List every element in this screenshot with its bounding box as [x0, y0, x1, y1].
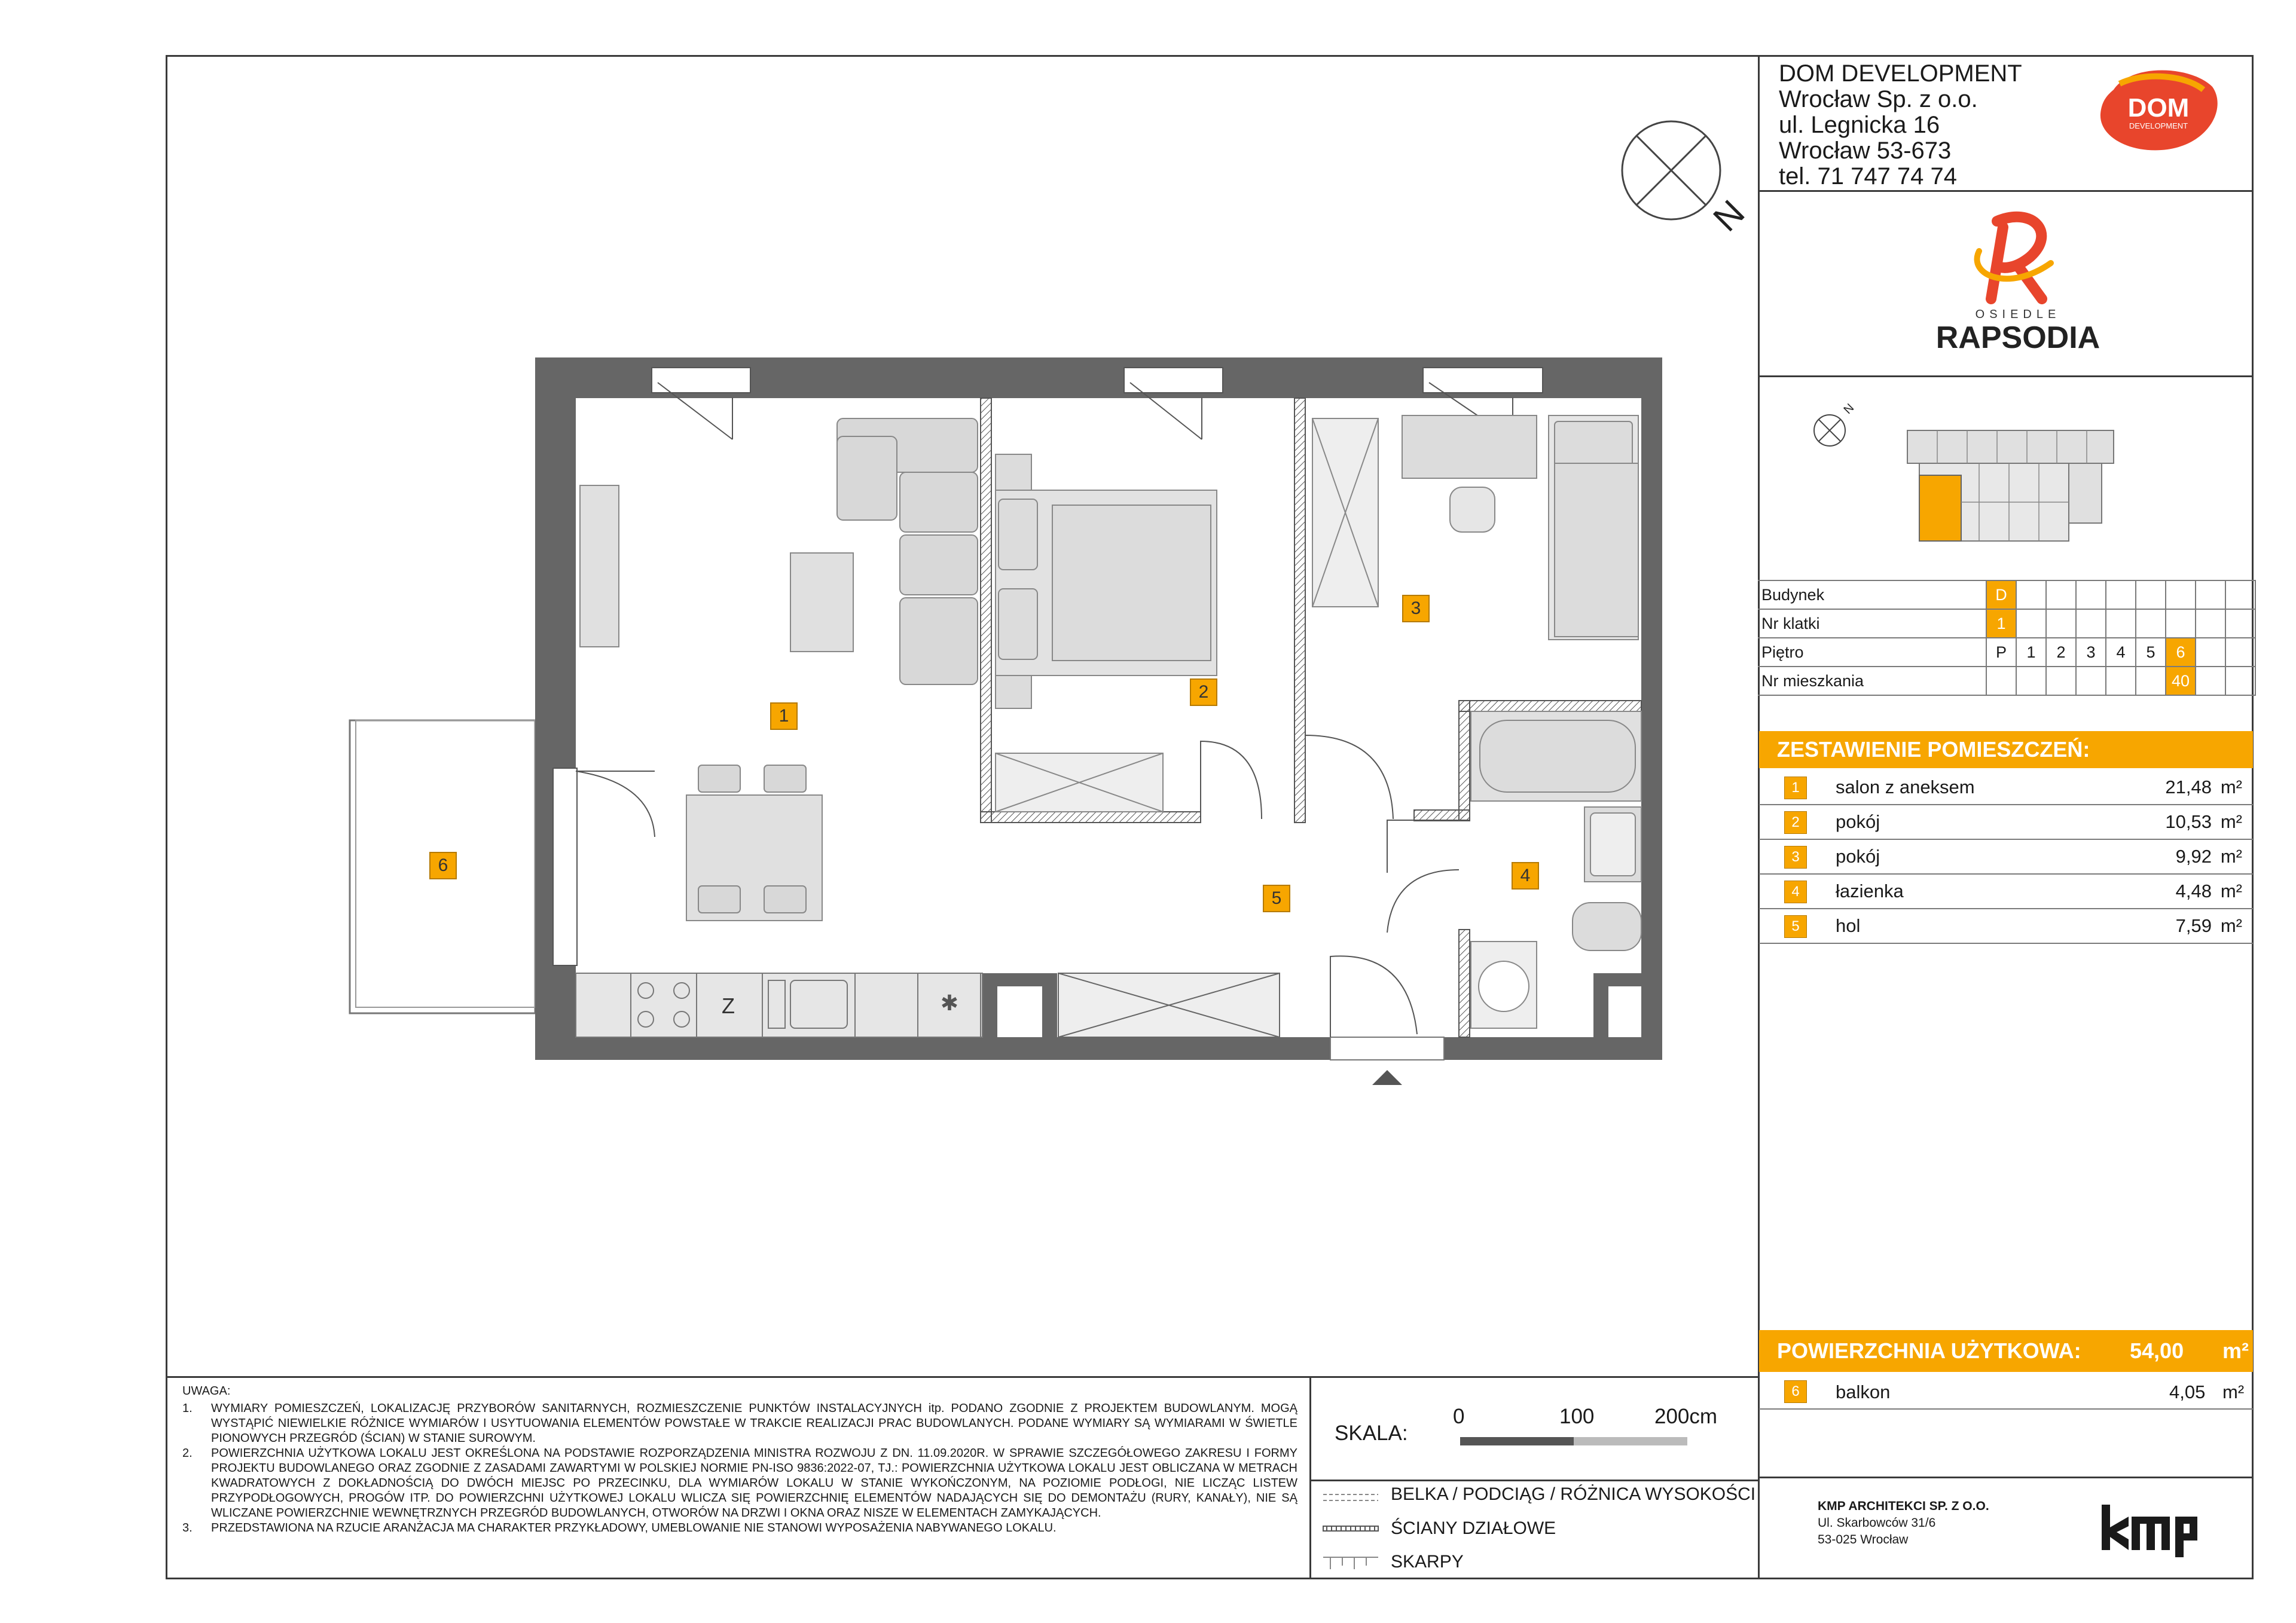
info-cell: [2225, 609, 2255, 638]
note-number: 1.: [182, 1402, 193, 1415]
balcony-num: 6: [1784, 1380, 1807, 1403]
info-cell: [2046, 580, 2076, 609]
info-cell: [2136, 609, 2166, 638]
legend-item-slopes: SKARPY: [1391, 1552, 1464, 1572]
info-cell: [2136, 580, 2166, 609]
architect-info: [1818, 1498, 1989, 1548]
info-cell: [2166, 580, 2196, 609]
room-row: [1759, 909, 2253, 943]
info-row: [1758, 580, 2255, 609]
company-name: DOM DEVELOPMENT: [1779, 60, 2022, 87]
notes-section: [182, 1384, 1297, 1536]
info-cell: D: [1986, 580, 2016, 609]
info-cell: [2225, 667, 2255, 695]
room-name: hol: [1836, 909, 2128, 943]
note-number: 2.: [182, 1447, 193, 1460]
info-cell: [2016, 667, 2046, 695]
info-cell: [2106, 667, 2136, 695]
scale-tick-200: 200cm: [1654, 1405, 1718, 1428]
kmp-logo: [2099, 1503, 2200, 1557]
svg-text:N: N: [1841, 401, 1857, 417]
rooms-table: [1759, 771, 2253, 944]
total-area-label: POWIERZCHNIA UŻYTKOWA:: [1777, 1338, 2081, 1363]
room-unit: m²: [2212, 805, 2253, 839]
plan-label-1: 1: [770, 702, 798, 730]
room-area: 7,59: [2128, 909, 2212, 943]
divider-notes: [1309, 1376, 1311, 1579]
info-row: [1758, 667, 2255, 695]
note-item: [182, 1521, 1297, 1536]
north-label: N: [1705, 192, 1752, 239]
divider-architect: [1758, 1477, 2253, 1478]
info-cell: [2106, 580, 2136, 609]
kitchen-counter: [576, 973, 982, 1037]
room-name: łazienka: [1836, 874, 2128, 909]
room-unit: m²: [2212, 839, 2253, 874]
room-num: 4: [1784, 881, 1807, 903]
company-info: [1779, 61, 2022, 189]
note-text: PRZEDSTAWIONA NA RZUCIE ARANŻACJA MA CHARAKTER PRZYKŁADOWY, UMEBLOWANIE NIE STANOWI WYPOSAŻENIA NABYWANEGO LOKALU.: [211, 1521, 1057, 1535]
balcony-area: 4,05: [2169, 1381, 2206, 1402]
plan-label-4: 4: [1512, 862, 1539, 890]
plan-label-6: 6: [429, 852, 457, 879]
info-cell: 40: [2166, 667, 2196, 695]
rapsodia-logo: [1913, 209, 2123, 356]
legend-symbols: [1318, 1486, 1381, 1575]
scale-segment-light: [1574, 1437, 1687, 1445]
info-cell: [2196, 638, 2225, 667]
room-unit: m²: [2212, 771, 2253, 805]
info-row-label: Nr klatki: [1758, 609, 1986, 638]
divider-logo: [1758, 375, 2253, 377]
info-row-label: Nr mieszkania: [1758, 667, 1986, 695]
info-cell: 6: [2166, 638, 2196, 667]
rapsodia-name: RAPSODIA: [1935, 320, 2100, 355]
info-cell: [2196, 580, 2225, 609]
room-row: [1759, 805, 2253, 839]
info-cell: 5: [2136, 638, 2166, 667]
legend-item-partition-walls: ŚCIANY DZIAŁOWE: [1391, 1518, 1556, 1538]
info-cell: [2225, 580, 2255, 609]
architect-name: KMP ARCHITEKCI SP. Z O.O.: [1818, 1499, 1989, 1513]
info-cell: [2016, 609, 2046, 638]
room-unit: m²: [2212, 874, 2253, 909]
info-cell: [2225, 638, 2255, 667]
room-area: 21,48: [2128, 771, 2212, 805]
room-name: pokój: [1836, 805, 2128, 839]
scale-tick-0: 0: [1453, 1405, 1465, 1428]
total-area-bar: [1759, 1330, 2253, 1372]
company-line2: Wrocław Sp. z o.o.: [1779, 86, 1978, 112]
rapsodia-osiedle: OSIEDLE: [1975, 308, 2061, 321]
note-item: [182, 1446, 1297, 1521]
note-number: 3.: [182, 1521, 193, 1535]
info-cell: 1: [1986, 609, 2016, 638]
info-cell: [2106, 609, 2136, 638]
total-area-value: 54,00: [2130, 1338, 2184, 1363]
info-row: [1758, 638, 2255, 667]
info-cell: [2196, 667, 2225, 695]
room-name: pokój: [1836, 839, 2128, 874]
info-cell: [2076, 580, 2106, 609]
note-text: POWIERZCHNIA UŻYTKOWA LOKALU JEST OKREŚLONA NA PODSTAWIE ROZPORZĄDZENIA MINISTRA ROZWOJU Z DN. 11.09.2020R. W SPRAWIE SZCZEGÓŁOWEGO ZAKRESU I FORMY PROJEKTU BUDOWLANEGO ORAZ ZGODNIE Z ZASADAMI ZAWARTYMI W POLSKIEJ NORMIE PN-ISO 9836:2022-07, TJ.: POWIERZCHNIA UŻYTKOWA LOKALU JEST OBLICZANA W METRACH KWADRATOWYCH Z DOKŁADNOŚCIĄ DO DWÓCH MIEJSC PO PRZECINKU, DLA WYMIARÓW LOKALU W STANIE WYKOŃCZONYM, NA POZIOMIE PODŁOGI, NIE LICZĄC LISTEW PRZYPODŁOGOWYCH, PROGÓW ITP. DO POWIERZCHNI UŻYTKOWEJ LOKALU WLICZA SIĘ POWIERZCHNIĘ ELEMENTÓW NADAJĄCYCH SIĘ DO DEMONTAŻU (RURY, KANAŁY), NIE SĄ WLICZANE POWIERZCHNIE WEWNĘTRZNYCH PRZEGRÓD BUDOWLANYCH, OTWORÓW NA DRZWI I OKNA ORAZ NISZE W ELEMENTACH ZAMYKAJĄCYCH.: [211, 1447, 1297, 1520]
info-cell: [2166, 609, 2196, 638]
room-num: 1: [1784, 777, 1807, 799]
key-plan-thumbnail: [1901, 418, 2123, 568]
notes-title: UWAGA:: [182, 1384, 231, 1398]
plan-label-5: 5: [1263, 885, 1290, 912]
scale-tick-100: 100: [1559, 1405, 1595, 1428]
info-cell: [2016, 580, 2046, 609]
info-cell: 4: [2106, 638, 2136, 667]
info-cell: [2076, 609, 2106, 638]
info-cell: [1986, 667, 2016, 695]
rooms-header: ZESTAWIENIE POMIESZCZEŃ:: [1759, 731, 2253, 768]
info-cell: 3: [2076, 638, 2106, 667]
scale-segment-dark: [1460, 1437, 1574, 1445]
info-row-label: Budynek: [1758, 580, 1986, 609]
divider-company: [1758, 190, 2253, 192]
info-cell: 1: [2016, 638, 2046, 667]
info-cell: [2076, 667, 2106, 695]
info-cell: [2196, 609, 2225, 638]
room-name: salon z aneksem: [1836, 771, 2128, 805]
room-num: 3: [1784, 846, 1807, 869]
company-phone: tel. 71 747 74 74: [1779, 163, 1958, 189]
balcony-name: balkon: [1836, 1381, 1891, 1402]
balcony-row: [1759, 1375, 2253, 1410]
plan-label-3: 3: [1402, 595, 1430, 622]
room-area: 9,92: [2128, 839, 2212, 874]
divider-legend: [1309, 1480, 1759, 1481]
info-cell: [2046, 667, 2076, 695]
architect-address1: Ul. Skarbowców 31/6: [1818, 1516, 1936, 1530]
room-area: 4,48: [2128, 874, 2212, 909]
dom-logo-text: DOM: [2127, 93, 2190, 123]
room-row: [1759, 874, 2253, 909]
room-unit: m²: [2212, 909, 2253, 943]
company-city: Wrocław 53-673: [1779, 137, 1952, 164]
note-text: WYMIARY POMIESZCZEŃ, LOKALIZACJĘ PRZYBORÓW SANITARNYCH, ROZMIESZCZENIE PUNKTÓW INSTALACYJNYCH itp. PODANO ZGODNIE Z PROJEKTEM BUDOWLANYM. MOGĄ WYSTĄPIĆ NIEWIELKIE RÓŻNICE WYMIARÓW I USYTUOWANIA ELEMENTÓW POWSTAŁE W TRAKCIE REALIZACJI PRAC BUDOWLANYCH. PODANE WYMIARY SĄ WYMIARAMI W ŚWIETLE PIONOWYCH PRZEGRÓD (ŚCIAN) W STANIE SUROWYM.: [211, 1402, 1297, 1445]
balcony-door-frame: [553, 768, 577, 965]
entrance-door-opening: [1330, 1037, 1444, 1060]
fridge-letter: Z: [722, 994, 735, 1018]
info-cell: [2136, 667, 2166, 695]
balcony-unit: m²: [2222, 1381, 2245, 1402]
entrance-arrow-icon: [1372, 1070, 1402, 1085]
info-cell: P: [1986, 638, 2016, 667]
info-row: [1758, 609, 2255, 638]
note-item: [182, 1401, 1297, 1446]
info-cell: [2046, 609, 2076, 638]
room-row: [1759, 839, 2253, 874]
north-compass-icon: [1614, 114, 1758, 257]
dom-logo-subtext: DEVELOPMENT: [2129, 121, 2188, 130]
dom-development-logo: [2096, 66, 2221, 155]
room-num: 2: [1784, 811, 1807, 834]
scale-label: SKALA:: [1335, 1422, 1408, 1445]
floor-plan: [335, 353, 1686, 1106]
info-row-label: Piętro: [1758, 638, 1986, 667]
company-street: ul. Legnicka 16: [1779, 112, 1940, 138]
info-cell: 2: [2046, 638, 2076, 667]
architect-address2: 53-025 Wrocław: [1818, 1533, 1909, 1546]
divider-bottom: [166, 1376, 1759, 1378]
north-compass-small-icon: [1806, 398, 1866, 457]
plan-label-2: 2: [1190, 678, 1217, 706]
svg-text:✱: ✱: [940, 991, 959, 1015]
apartment-info-table: [1758, 580, 2256, 696]
total-area-unit: m²: [2222, 1338, 2249, 1363]
room-row: [1759, 771, 2253, 805]
room-area: 10,53: [2128, 805, 2212, 839]
room-num: 5: [1784, 915, 1807, 938]
legend-item-beam: BELKA / PODCIĄG / RÓŻNICA WYSOKOŚCI: [1391, 1484, 1756, 1504]
hall-wardrobe: [1058, 973, 1280, 1037]
